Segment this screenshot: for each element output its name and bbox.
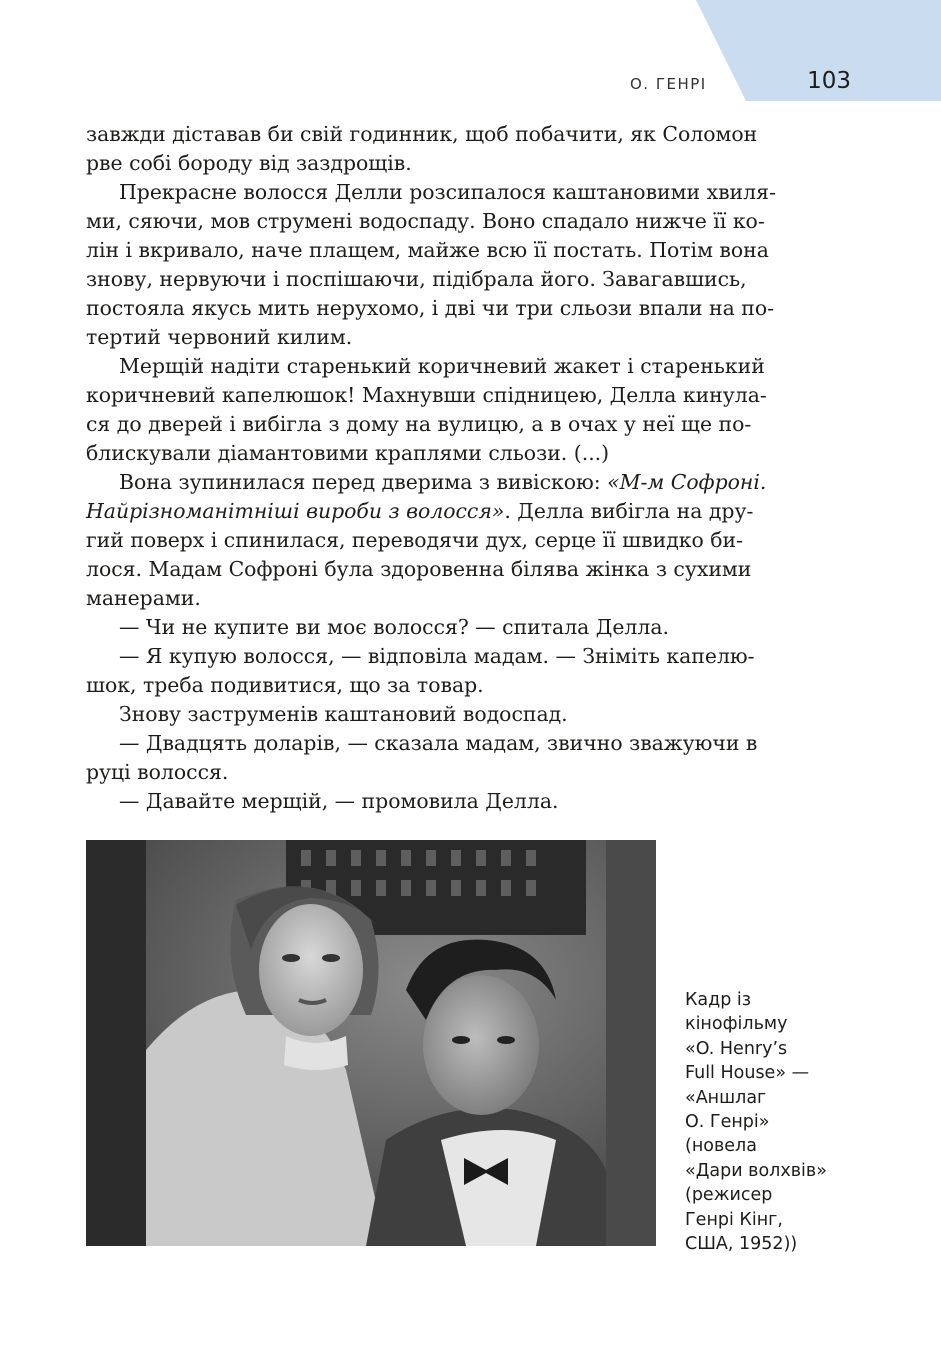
page-number: 103: [807, 68, 851, 94]
paragraph: [86, 468, 851, 613]
paragraph-text: . Делла вибігла на дру- гий поверх і спинилася, переводячи дух, серце її швидко би- лося. Мадам Софроні була здоровенна білява жінка з сухими манерами.: [86, 499, 754, 610]
dialogue-line: — Двадцять доларів, — сказала мадам, звично зважуючи в руці волосся.: [86, 731, 758, 784]
dialogue-line: — Давайте мерщій, — промовила Делла.: [119, 789, 559, 813]
film-still-illustration: [86, 840, 656, 1246]
paragraph: Знову заструменів каштановий водоспад.: [119, 702, 568, 726]
paragraph: завжди діставав би свій годинник, щоб побачити, як Соломон рве собі бороду від заздрощів.: [86, 122, 758, 175]
paragraph-text: Вона зупинилася перед дверима з вивіскою:: [119, 470, 608, 494]
dialogue-line: — Я купую волосся, — відповіла мадам. — Зніміть капелю- шок, треба подивитися, що за товар.: [86, 644, 755, 697]
story-text: [86, 120, 851, 816]
film-still-photo: [86, 840, 656, 1246]
running-head-author: О. ГЕНРІ: [630, 75, 707, 93]
dialogue-line: — Чи не купите ви моє волосся? — спитала Делла.: [119, 615, 669, 639]
figure-caption: Кадр із кінофільму «O. Henry’s Full House» — «Аншлаг О. Генрі» (новела «Дари волхвів» (режисер Генрі Кінг, США, 1952)): [685, 990, 827, 1255]
shop-sign-quote: «М-м Софроні. Найрізноманітніші вироби з волосся»: [86, 470, 767, 523]
paragraph: Прекрасне волосся Делли розсипалося каштановими хвиля- ми, сяючи, мов струмені водоспаду. Воно спадало нижче її ко- лін і вкривало, наче плащем, майже всю її постать. Потім вона знову, нервуючи і поспішаючи, підібрала його. Завагавшись, постояла якусь мить нерухомо, і дві чи три сльози впали на по- тертий червоний килим.: [86, 180, 776, 349]
paragraph: Мерщій надіти старенький коричневий жакет і старенький коричневий капелюшок! Махнувши спідницею, Делла кинула- ся до дверей і вибігла з дому на вулицю, а в очах у неї ще по- блискували діамантовими краплями сльози. (...): [86, 354, 767, 465]
